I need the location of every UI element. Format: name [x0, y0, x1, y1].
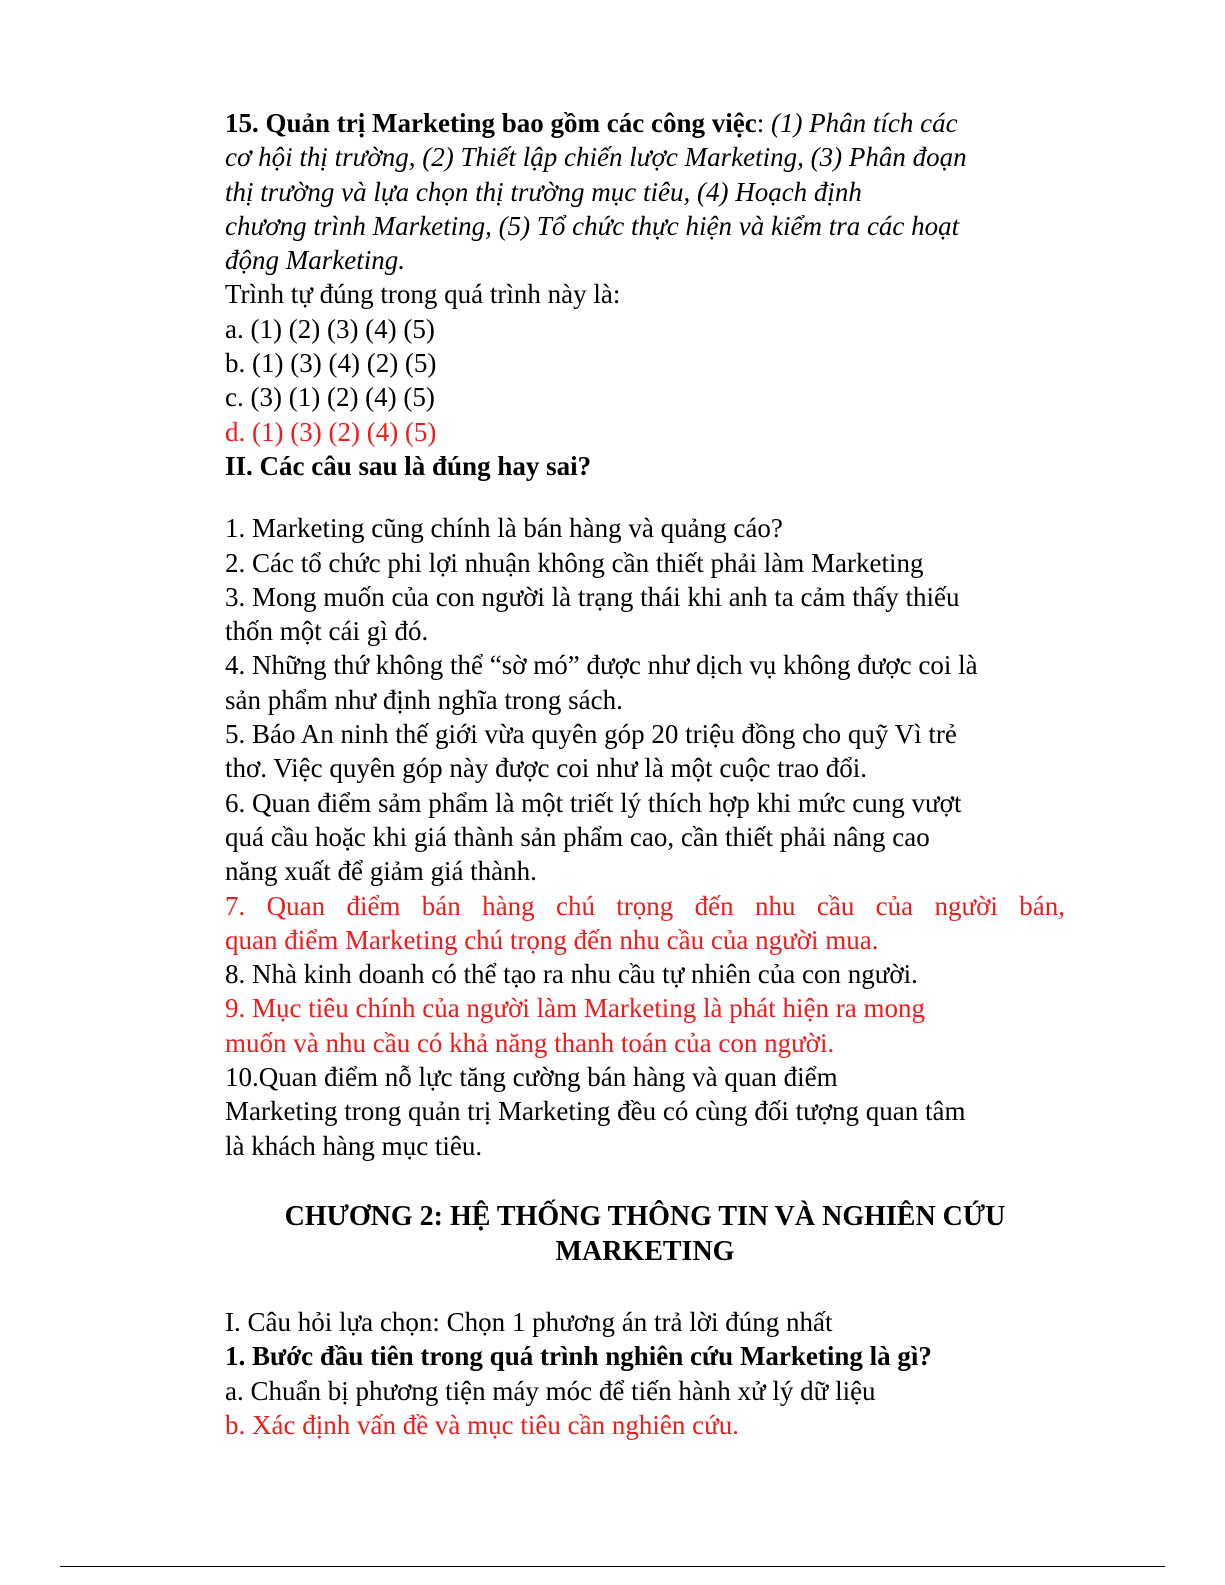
- tf-item-6-cont: quá cầu hoặc khi giá thành sản phẩm cao, cần thiết phải nâng cao: [225, 821, 930, 852]
- q15-option-b: b. (1) (3) (4) (2) (5): [225, 348, 437, 379]
- q15-option-d-answer: d. (1) (3) (2) (4) (5): [225, 416, 437, 447]
- tf-item-4-cont: sản phẩm như định nghĩa trong sách.: [225, 684, 623, 715]
- q15-line: (1) Phân tích các: [770, 108, 958, 138]
- q15-prompt: Trình tự đúng trong quá trình này là:: [225, 279, 621, 310]
- q15-first-line: [225, 106, 1065, 140]
- tf-item-2: 2. Các tổ chức phi lợi nhuận không cần thiết phải làm Marketing: [225, 547, 924, 578]
- q15-line: cơ hội thị trường, (2) Thiết lập chiến lược Marketing, (3) Phân đoạn: [225, 142, 967, 173]
- chapter2-heading: CHƯƠNG 2: HỆ THỐNG THÔNG TIN VÀ NGHIÊN CỨU: [284, 1200, 1006, 1232]
- tf-item-5: 5. Báo An ninh thế giới vừa quyên góp 20 triệu đồng cho quỹ Vì trẻ: [225, 719, 957, 750]
- tf-item-7-answer-cont: quan điểm Marketing chú trọng đến nhu cầu của người mua.: [225, 924, 879, 955]
- tf-item-4: 4. Những thứ không thể “sờ mó” được như dịch vụ không được coi là: [225, 650, 978, 681]
- chapter2-heading-cont: MARKETING: [555, 1235, 735, 1267]
- chapter2-q1-title: 1. Bước đầu tiên trong quá trình nghiên cứu Marketing là gì?: [225, 1341, 932, 1372]
- q15-colon: :: [756, 108, 771, 138]
- q15-title: 15. Quản trị Marketing bao gồm các công việc: [225, 108, 757, 138]
- tf-item-5-cont: thơ. Việc quyên góp này được coi như là một cuộc trao đổi.: [225, 753, 868, 784]
- tf-item-10: 10.Quan điểm nỗ lực tăng cường bán hàng và quan điểm: [225, 1062, 838, 1093]
- tf-item-6-cont: năng xuất để giảm giá thành.: [225, 856, 537, 887]
- q15-option-c: c. (3) (1) (2) (4) (5): [225, 382, 435, 413]
- tf-item-1: 1. Marketing cũng chính là bán hàng và quảng cáo?: [225, 513, 783, 544]
- section2-title: II. Các câu sau là đúng hay sai?: [225, 450, 592, 481]
- page-bottom-rule: [60, 1566, 1165, 1567]
- q15-line: thị trường và lựa chọn thị trường mục tiêu, (4) Hoạch định: [225, 176, 862, 207]
- tf-item-3-cont: thốn một cái gì đó.: [225, 616, 429, 647]
- tf-item-10-cont: Marketing trong quản trị Marketing đều có cùng đối tượng quan tâm: [225, 1096, 966, 1127]
- q15-line: chương trình Marketing, (5) Tổ chức thực hiện và kiểm tra các hoạt: [225, 210, 960, 241]
- tf-item-8: 8. Nhà kinh doanh có thể tạo ra nhu cầu tự nhiên của con người.: [225, 959, 918, 990]
- tf-item-3: 3. Mong muốn của con người là trạng thái khi anh ta cảm thấy thiếu: [225, 581, 960, 612]
- q15-line: động Marketing.: [225, 245, 405, 276]
- tf-item-10-cont: là khách hàng mục tiêu.: [225, 1130, 483, 1161]
- tf-item-6: 6. Quan điểm sảm phẩm là một triết lý thích hợp khi mức cung vượt: [225, 787, 962, 818]
- tf-item-9-answer-cont: muốn và nhu cầu có khả năng thanh toán của con người.: [225, 1027, 835, 1058]
- tf-item-9-answer: 9. Mục tiêu chính của người làm Marketing là phát hiện ra mong: [225, 993, 925, 1024]
- chapter2-section-title: I. Câu hỏi lựa chọn: Chọn 1 phương án trả lời đúng nhất: [225, 1306, 833, 1337]
- chapter2-q1-option-a: a. Chuẩn bị phương tiện máy móc để tiến hành xử lý dữ liệu: [225, 1375, 876, 1406]
- chapter2-q1-option-b-answer: b. Xác định vấn đề và mục tiêu cần nghiên cứu.: [225, 1409, 739, 1440]
- q15-option-a: a. (1) (2) (3) (4) (5): [225, 313, 435, 344]
- document-page: [225, 106, 1065, 1442]
- tf-item-7-answer: 7. Quan điểm bán hàng chú trọng đến nhu cầu của người bán,: [225, 890, 1065, 921]
